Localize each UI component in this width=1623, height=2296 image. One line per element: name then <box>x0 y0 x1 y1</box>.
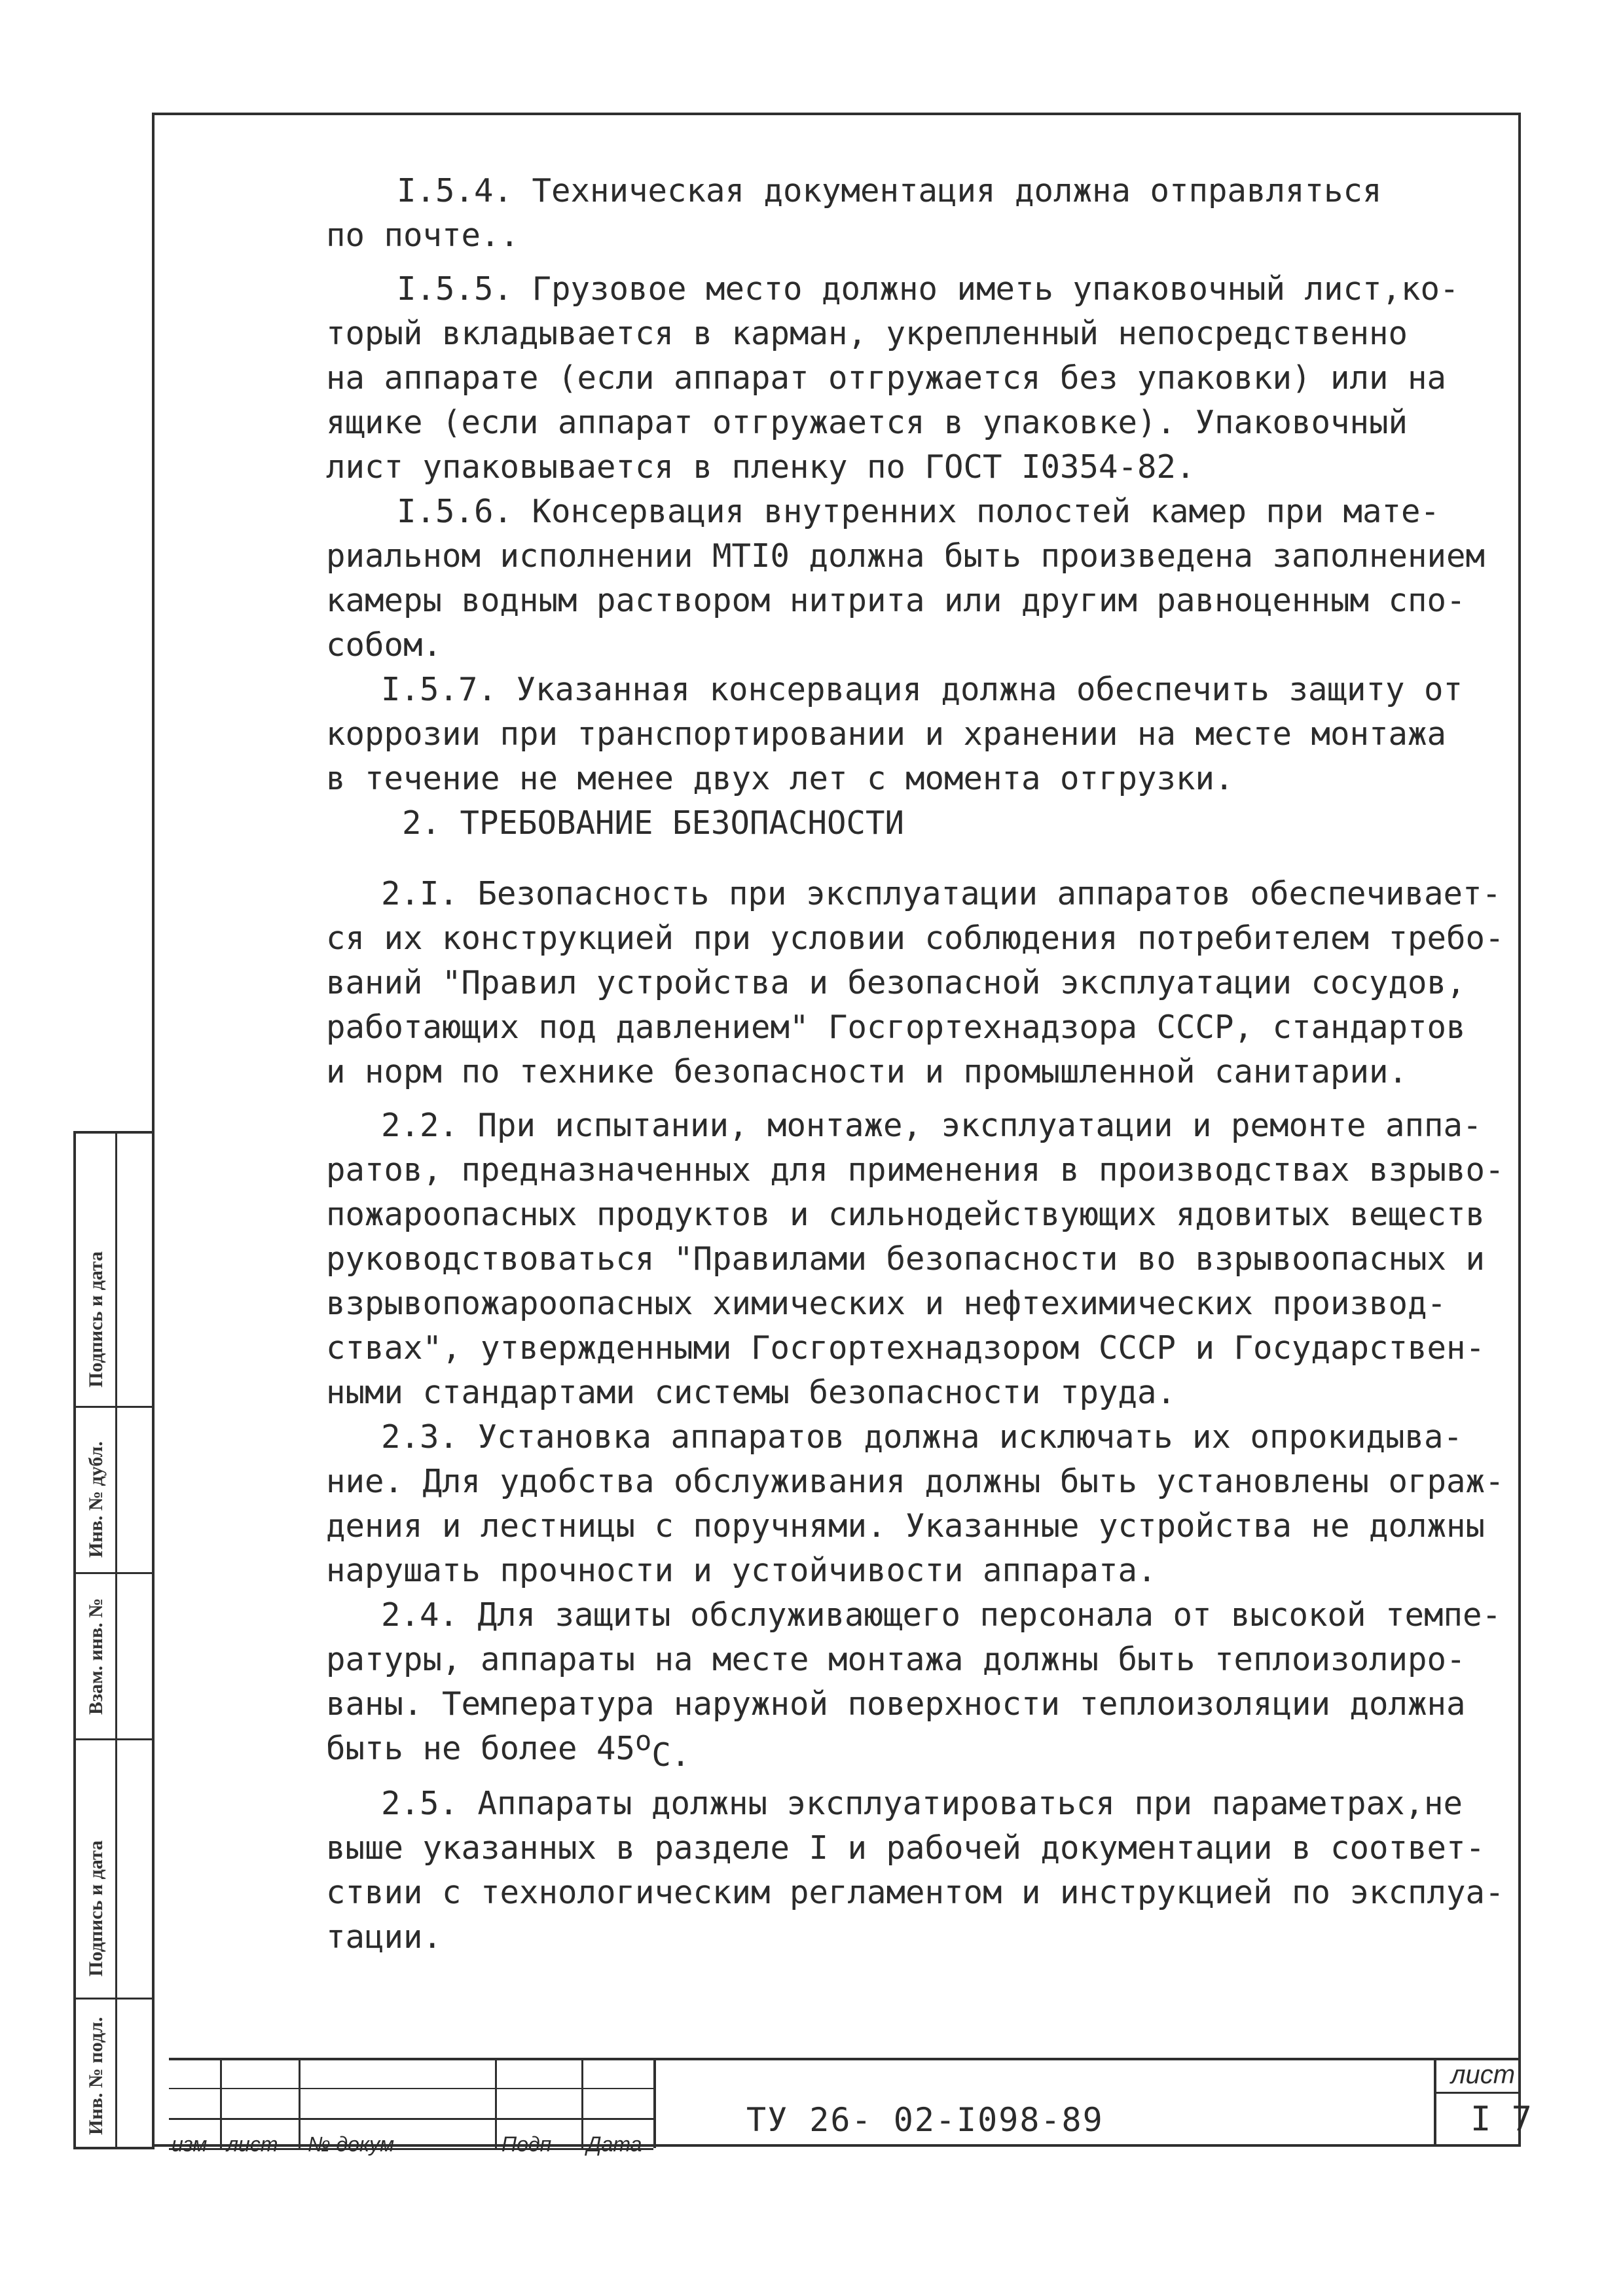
side-label-signature-date-2: Подпись и дата <box>85 1251 107 1388</box>
title-block-top <box>169 2058 1521 2060</box>
paragraph-2-1: 2.I. Безопасность при эксплуатации аппаратов обеспечивает- <box>381 875 1502 912</box>
text-line: ся их конструкцией при условии соблюдения потребителем требо- <box>326 920 1504 957</box>
paragraph-2-3: 2.3. Установка аппаратов должна исключать их опрокидыва- <box>381 1418 1463 1456</box>
text-line-temperature: быть не более 45оС. <box>326 1725 691 1774</box>
column-dokum: № докум <box>308 2132 395 2156</box>
degree-superscript: о <box>635 1725 652 1757</box>
celsius-subscript: С. <box>651 1736 691 1774</box>
text-line: тации. <box>326 1918 443 1956</box>
paragraph-2-2: 2.2. При испытании, монтаже, эксплуатации и ремонте аппа- <box>381 1107 1482 1144</box>
paragraph-1-5-7: I.5.7. Указанная консервация должна обеспечить защиту от <box>381 671 1463 708</box>
side-label-inv-podl: Инв. № подл. <box>85 2017 107 2135</box>
text-line: взрывопожароопасных химических и нефтехимических производ- <box>326 1285 1447 1322</box>
text-line: и норм по технике безопасности и промышленной санитарии. <box>326 1053 1408 1090</box>
column-list: лист <box>227 2132 278 2156</box>
text-line: ными стандартами системы безопасности труда. <box>326 1374 1176 1411</box>
text-line: камеры водным раствором нитрита или другим равноценным спо- <box>326 582 1466 619</box>
text-line: пожароопасных продуктов и сильнодействующих ядовитых веществ <box>326 1196 1486 1233</box>
text-line: ящике (если аппарат отгружается в упаковке). Упаковочный <box>326 404 1408 441</box>
sheet-label: лист <box>1451 2060 1516 2089</box>
paragraph-1-5-6: I.5.6. Консервация внутренних полостей камер при мате- <box>397 493 1440 530</box>
text-line: выше указанных в разделе I и рабочей документации в соответ- <box>326 1829 1486 1867</box>
text-line: работающих под давлением" Госгортехнадзора СССР, стандартов <box>326 1009 1466 1046</box>
text-line: торый вкладывается в карман, укрепленный непосредственно <box>326 315 1408 352</box>
text-line: на аппарате (если аппарат отгружается без упаковки) или на <box>326 359 1447 397</box>
document-body <box>326 169 1504 1960</box>
text-line: лист упаковывается в пленку по ГОСТ I0354-82. <box>326 448 1195 486</box>
column-podp: Подп <box>501 2132 552 2156</box>
text-line: риальном исполнении МТI0 должна быть произведена заполнением <box>326 537 1486 575</box>
text-line: собом. <box>326 626 443 664</box>
side-label-signature-date: Подпись и дата <box>85 1840 107 1977</box>
side-label-inv-dubl: Инв. № дубл. <box>85 1441 107 1558</box>
section-heading: 2. ТРЕБОВАНИЕ БЕЗОПАСНОСТИ <box>402 804 905 842</box>
text-line: дения и лестницы с поручнями. Указанные устройства не должны <box>326 1507 1486 1545</box>
column-data: Дата <box>587 2132 642 2156</box>
text-line: руководствоваться "Правилами безопасности во взрывоопасных и <box>326 1240 1486 1278</box>
text-line: коррозии при транспортировании и хранении на месте монтажа <box>326 715 1447 753</box>
text-line: ваний "Правил устройства и безопасной эксплуатации сосудов, <box>326 964 1466 1001</box>
text-line: ствах", утвержденными Госгортехнадзором СССР и Государствен- <box>326 1329 1486 1367</box>
paragraph-2-4: 2.4. Для защиты обслуживающего персонала от высокой темпе- <box>381 1596 1502 1634</box>
column-izm: изм <box>172 2132 208 2156</box>
text-line: ствии с технологическим регламентом и инструкцией по эксплуа- <box>326 1874 1504 1911</box>
text-line: по почте.. <box>326 217 520 254</box>
text-line: ние. Для удобства обслуживания должны быть установлены ограж- <box>326 1463 1504 1500</box>
text-line: нарушать прочности и устойчивости аппарата. <box>326 1552 1157 1589</box>
text-line: ратов, предназначенных для применения в производствах взрыво- <box>326 1151 1504 1189</box>
text-line: ратуры, аппараты на месте монтажа должны быть теплоизолиро- <box>326 1641 1466 1678</box>
side-label-vzam-inv: Взам. инв. № <box>85 1598 107 1715</box>
paragraph-1-5-5: I.5.5. Грузовое место должно иметь упаковочный лист,ко- <box>397 270 1459 308</box>
text-line: ваны. Температура наружной поверхности теплоизоляции должна <box>326 1685 1466 1723</box>
paragraph-2-5: 2.5. Аппараты должны эксплуатироваться при параметрах,не <box>381 1785 1463 1822</box>
text-line: в течение не менее двух лет с момента отгрузки. <box>326 760 1234 797</box>
document-code: ТУ 26- 02-I098-89 <box>746 2101 1104 2139</box>
paragraph-1-5-4: I.5.4. Техническая документация должна отправляться <box>397 172 1382 209</box>
sheet-number: I 7 <box>1470 2100 1532 2139</box>
